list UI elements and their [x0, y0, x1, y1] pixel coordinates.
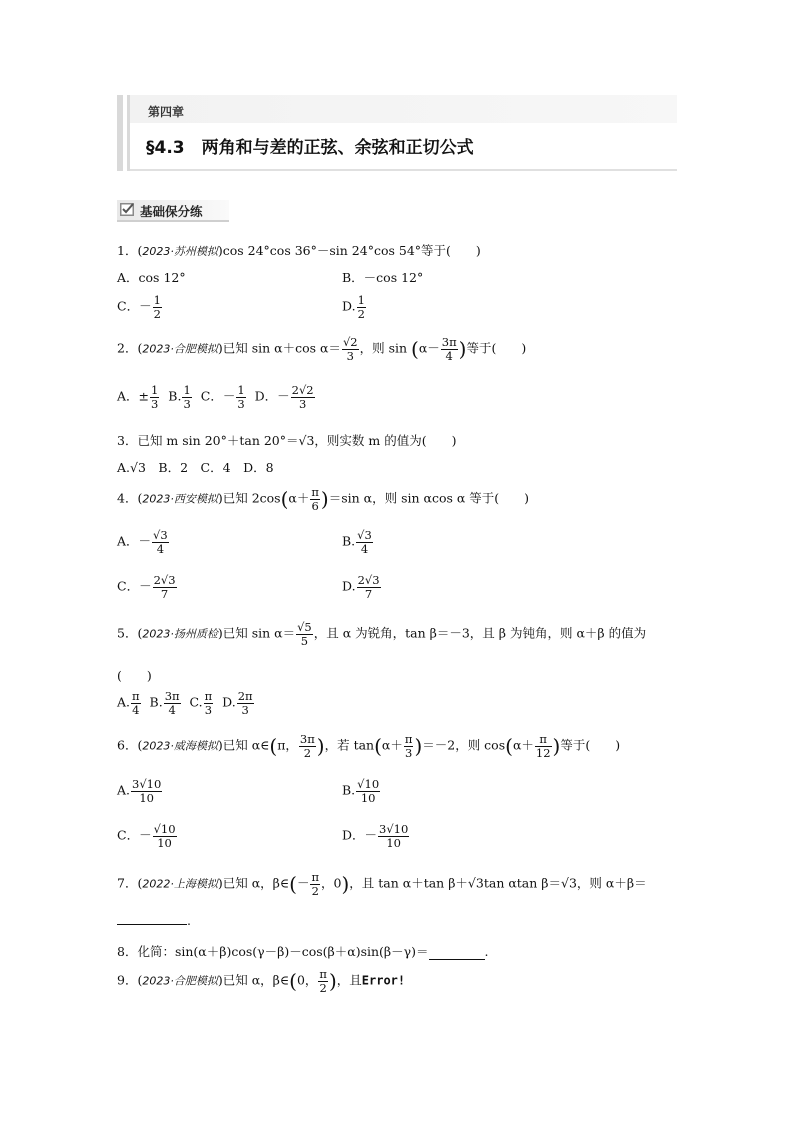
q6-source: 2023·威海模拟 — [142, 739, 218, 753]
q7-answer-line — [117, 912, 191, 928]
q5-option-a-label: A. — [117, 694, 131, 710]
q4-option-d — [342, 574, 382, 600]
numerator: π — [204, 689, 213, 703]
numerator: √5 — [297, 620, 312, 634]
left-paren: ( — [269, 734, 278, 759]
fraction — [342, 336, 359, 362]
fraction — [357, 294, 366, 320]
question-6 — [117, 733, 620, 759]
q6-option-d-label: D．－ — [342, 827, 378, 843]
q7-stem: )已知 α，β∈ — [217, 875, 290, 891]
fraction — [153, 574, 177, 600]
denominator: 3 — [237, 396, 245, 411]
q1-option-b: B．－cos 12° — [342, 270, 424, 285]
q6-stem: )已知 α∈ — [217, 737, 270, 753]
q4-number: 4．( — [117, 490, 143, 506]
fraction — [236, 384, 245, 410]
q9-stem: )已知 α，β∈ — [217, 972, 290, 988]
denominator: 2 — [357, 306, 365, 321]
question-2 — [117, 336, 526, 362]
denominator: 3 — [241, 702, 249, 717]
left-paren: ( — [289, 872, 297, 897]
numerator: 2√3 — [153, 573, 176, 587]
q9-interval: 0， — [296, 972, 318, 988]
q5-answer-paren: ( ) — [117, 668, 152, 683]
q4-option-c — [117, 574, 178, 600]
numerator: 2√2 — [291, 383, 314, 397]
q4-option-b-label: B. — [342, 533, 356, 549]
numerator: √10 — [357, 777, 380, 791]
q6-number: 6．( — [117, 737, 143, 753]
q5-option-c-label: C. — [189, 694, 203, 710]
q5-number: 5．( — [117, 625, 143, 641]
denominator: 2 — [311, 883, 319, 898]
q7-interval-end: ，0 — [321, 875, 342, 891]
numerator: √2 — [342, 335, 358, 349]
numerator: √10 — [153, 822, 176, 836]
q6-interval: π， — [277, 737, 298, 753]
q1-option-a: A．cos 12° — [117, 270, 186, 285]
q8-end: . — [484, 944, 489, 959]
denominator: 5 — [300, 633, 309, 648]
answer-blank — [117, 912, 187, 925]
q1-option-c-label: C．－ — [117, 298, 152, 314]
q2-option-c-label: C．－ — [200, 388, 236, 404]
q1-number: 1．( — [117, 243, 143, 258]
numerator: 3√10 — [132, 777, 162, 791]
q6-cos-expr: α＋ — [512, 737, 534, 753]
header-band — [130, 95, 677, 123]
denominator: 7 — [364, 586, 373, 601]
numerator: 2√3 — [357, 573, 380, 587]
q2-stem-end: 等于( ) — [466, 340, 527, 356]
q6-option-d — [342, 823, 410, 849]
fraction — [291, 384, 315, 410]
q4-stem: )已知 2cos — [217, 490, 281, 506]
q4-option-a — [117, 529, 170, 555]
question-7 — [117, 871, 647, 897]
fraction — [310, 486, 320, 512]
q1-option-d-label: D. — [342, 298, 356, 314]
fraction — [356, 529, 373, 555]
fraction — [131, 778, 162, 804]
denominator: 3 — [404, 745, 413, 760]
q8-stem: 8．化简：sin(α＋β)cos(γ－β)－cos(β＋α)sin(β－γ)＝ — [117, 944, 429, 959]
header-rule — [130, 169, 677, 171]
fraction — [310, 871, 320, 897]
section-label: 基础保分练 — [140, 204, 203, 219]
q5-stem-cont: ，且 α 为锐角，tan β＝－3，且 β 为钝角，则 α＋β 的值为 — [313, 625, 647, 641]
denominator: 10 — [360, 790, 376, 805]
q9-number: 9．( — [117, 972, 143, 988]
denominator: 10 — [139, 790, 154, 805]
question-5 — [117, 621, 646, 647]
left-paren: ( — [289, 969, 297, 994]
fraction — [153, 823, 177, 849]
q4-stem-end: ＝sin α，则 sin αcos α 等于( ) — [328, 490, 530, 506]
fraction — [441, 336, 458, 362]
left-paren: ( — [280, 487, 289, 512]
q2-expr: α－ — [418, 340, 440, 356]
question-8 — [117, 942, 489, 960]
q9-source: 2023·合肥模拟 — [142, 974, 218, 988]
numerator: 1 — [183, 383, 191, 397]
fraction — [356, 778, 380, 804]
q6-option-c-label: C．－ — [117, 827, 152, 843]
right-paren: ) — [552, 734, 561, 759]
right-paren: ) — [328, 969, 337, 994]
left-paren: ( — [505, 734, 513, 759]
denominator: 3 — [151, 396, 159, 411]
fraction — [152, 529, 169, 555]
q4-expr: α＋ — [288, 490, 310, 506]
numerator: 3π — [299, 732, 315, 746]
q9-stem-cont: ，且 — [336, 972, 362, 988]
fraction — [204, 690, 214, 716]
numerator: 1 — [357, 293, 365, 307]
q6-option-c — [117, 823, 178, 849]
numerator: 3π — [164, 689, 180, 703]
numerator: π — [132, 689, 140, 703]
q2-stem-cont: ，则 sin — [359, 340, 408, 356]
denominator: 3 — [204, 702, 213, 717]
page-title: §4.3 两角和与差的正弦、余弦和正切公式 — [146, 138, 474, 158]
denominator: 2 — [303, 745, 312, 760]
q5-option-d-label: D. — [222, 694, 236, 710]
fraction — [299, 733, 316, 759]
q7-number: 7．( — [117, 875, 143, 891]
q1-stem: )cos 24°cos 36°－sin 24°cos 54°等于( ) — [217, 243, 481, 258]
fraction — [237, 690, 254, 716]
numerator: π — [319, 967, 327, 981]
q5-option-b-label: B. — [149, 694, 163, 710]
denominator: 12 — [535, 745, 551, 760]
q4-option-c-label: C．－ — [117, 578, 152, 594]
denominator: 3 — [346, 348, 354, 363]
fraction — [318, 968, 328, 994]
numerator: π — [311, 485, 319, 499]
right-paren: ) — [458, 337, 467, 362]
q2-option-a-label: A．± — [117, 388, 150, 404]
question-3: 3．已知 m sin 20°＋tan 20°＝√3，则实数 m 的值为( ) — [117, 433, 457, 448]
fraction — [153, 294, 162, 320]
q2-source: 2023·合肥模拟 — [142, 342, 218, 356]
q6-stem-cont2: ＝－2，则 cos — [422, 737, 506, 753]
fraction — [150, 384, 159, 410]
q2-option-b-label: B. — [168, 388, 182, 404]
q4-option-a-label: A．－ — [117, 533, 152, 549]
numerator: 2π — [237, 689, 253, 703]
denominator: 3 — [183, 396, 191, 411]
q3-options: A.√3 B．2 C．4 D．8 — [117, 460, 274, 475]
denominator: 3 — [298, 396, 307, 411]
fraction — [378, 823, 409, 849]
q5-options — [117, 690, 255, 716]
fraction — [182, 384, 191, 410]
denominator: 4 — [156, 541, 165, 556]
fraction — [357, 574, 381, 600]
chapter-header — [117, 95, 677, 171]
right-paren: ) — [316, 734, 325, 759]
fraction — [164, 690, 181, 716]
q6-option-a-label: A. — [117, 782, 131, 798]
chapter-label: 第四章 — [148, 105, 185, 119]
header-accent-bar — [117, 95, 123, 171]
denominator: 4 — [360, 541, 369, 556]
q4-source: 2023·西安模拟 — [142, 492, 218, 506]
q2-options — [117, 384, 316, 410]
denominator: 4 — [168, 702, 176, 717]
q6-stem-end: 等于( ) — [560, 737, 621, 753]
q4-option-d-label: D. — [342, 578, 356, 594]
fraction — [131, 690, 141, 716]
numerator: 3√10 — [379, 822, 409, 836]
q6-option-b — [342, 778, 381, 804]
q6-tan-expr: α＋ — [381, 737, 403, 753]
left-paren: ( — [374, 734, 382, 759]
section-heading — [117, 200, 229, 220]
denominator: 4 — [445, 348, 453, 363]
denominator: 2 — [319, 980, 327, 995]
numerator: 1 — [237, 383, 245, 397]
q6-stem-cont: ，若 tan — [324, 737, 375, 753]
q1-source: 2023·苏州模拟 — [142, 245, 218, 258]
q2-number: 2．( — [117, 340, 143, 356]
denominator: 2 — [153, 306, 161, 321]
question-1 — [117, 241, 481, 259]
right-paren: ) — [320, 487, 329, 512]
numerator: 3π — [441, 335, 457, 349]
denominator: 6 — [311, 498, 319, 513]
numerator: π — [404, 732, 413, 746]
q2-stem: )已知 sin α＋cos α＝ — [217, 340, 341, 356]
q7-stem-cont: ，且 tan α＋tan β＋√3tan αtan β＝√3，则 α＋β＝ — [349, 875, 647, 891]
denominator: 10 — [157, 835, 172, 850]
numerator: 1 — [151, 383, 159, 397]
q6-option-b-label: B. — [342, 782, 356, 798]
q5-stem: )已知 sin α＝ — [217, 625, 296, 641]
q5-source: 2023·扬州质检 — [142, 627, 218, 641]
denominator: 10 — [386, 835, 401, 850]
q7-end: . — [187, 913, 191, 928]
q6-option-a — [117, 778, 163, 804]
numerator: π — [535, 733, 552, 747]
numerator: √3 — [153, 528, 168, 542]
numerator: π — [311, 870, 320, 884]
q1-option-c — [117, 294, 163, 320]
fraction — [296, 621, 313, 647]
q9-error-text: Error! — [361, 973, 406, 988]
q7-interval-sign: － — [296, 875, 310, 891]
checkbox-icon — [120, 203, 134, 216]
q1-option-d — [342, 294, 367, 320]
numerator: √3 — [357, 528, 372, 542]
question-4 — [117, 486, 529, 512]
q2-option-d-label: D．－ — [254, 388, 290, 404]
denominator: 4 — [132, 702, 140, 717]
numerator: 1 — [153, 293, 161, 307]
right-paren: ) — [341, 872, 350, 897]
right-paren: ) — [414, 734, 423, 759]
q7-source: 2022·上海模拟 — [142, 877, 218, 891]
question-9 — [117, 968, 405, 994]
answer-blank — [429, 947, 485, 960]
fraction — [535, 733, 552, 759]
left-paren: ( — [411, 337, 419, 362]
fraction — [404, 733, 414, 759]
denominator: 7 — [160, 586, 169, 601]
q4-option-b — [342, 529, 374, 555]
